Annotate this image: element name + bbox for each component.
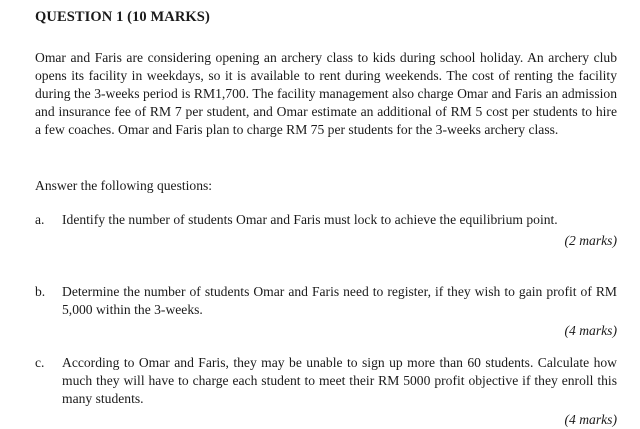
question-item-c — [35, 354, 617, 429]
question-text: According to Omar and Faris, they may be unable to sign up more than 60 students. Calculate how much they will have to charge each student to meet their RM 5000 profit objective if they enroll this many students. — [62, 355, 617, 406]
question-letter: a. — [35, 212, 45, 227]
question-letter: b. — [35, 284, 46, 299]
question-marks: (4 marks) — [564, 323, 617, 338]
question-marks: (4 marks) — [564, 412, 617, 427]
question-heading: QUESTION 1 (10 MARKS) — [35, 9, 210, 25]
question-letter: c. — [35, 355, 45, 370]
question-text: Determine the number of students Omar and Faris need to register, if they wish to gain profit of RM 5,000 within the 3-weeks. — [62, 284, 617, 317]
question-text: Identify the number of students Omar and Faris must lock to achieve the equilibrium point. — [62, 212, 558, 227]
question-marks: (2 marks) — [564, 233, 617, 248]
instructions-prompt: Answer the following questions: — [35, 178, 213, 193]
question-item-b — [35, 283, 617, 340]
question-item-a — [35, 211, 617, 250]
case-description: Omar and Faris are considering opening an archery class to kids during school holiday. An archery club opens its facility in weekdays, so it is available to rent during weekends. The cost of renting the facility during the 3-weeks period is RM1,700. The facility management also charge Omar and Faris an admission and insurance fee of RM 7 per student, and Omar estimate an additional of RM 5 cost per students to hire a few coaches. Omar and Faris plan to charge RM 75 per students for the 3-weeks archery class. — [35, 50, 617, 137]
